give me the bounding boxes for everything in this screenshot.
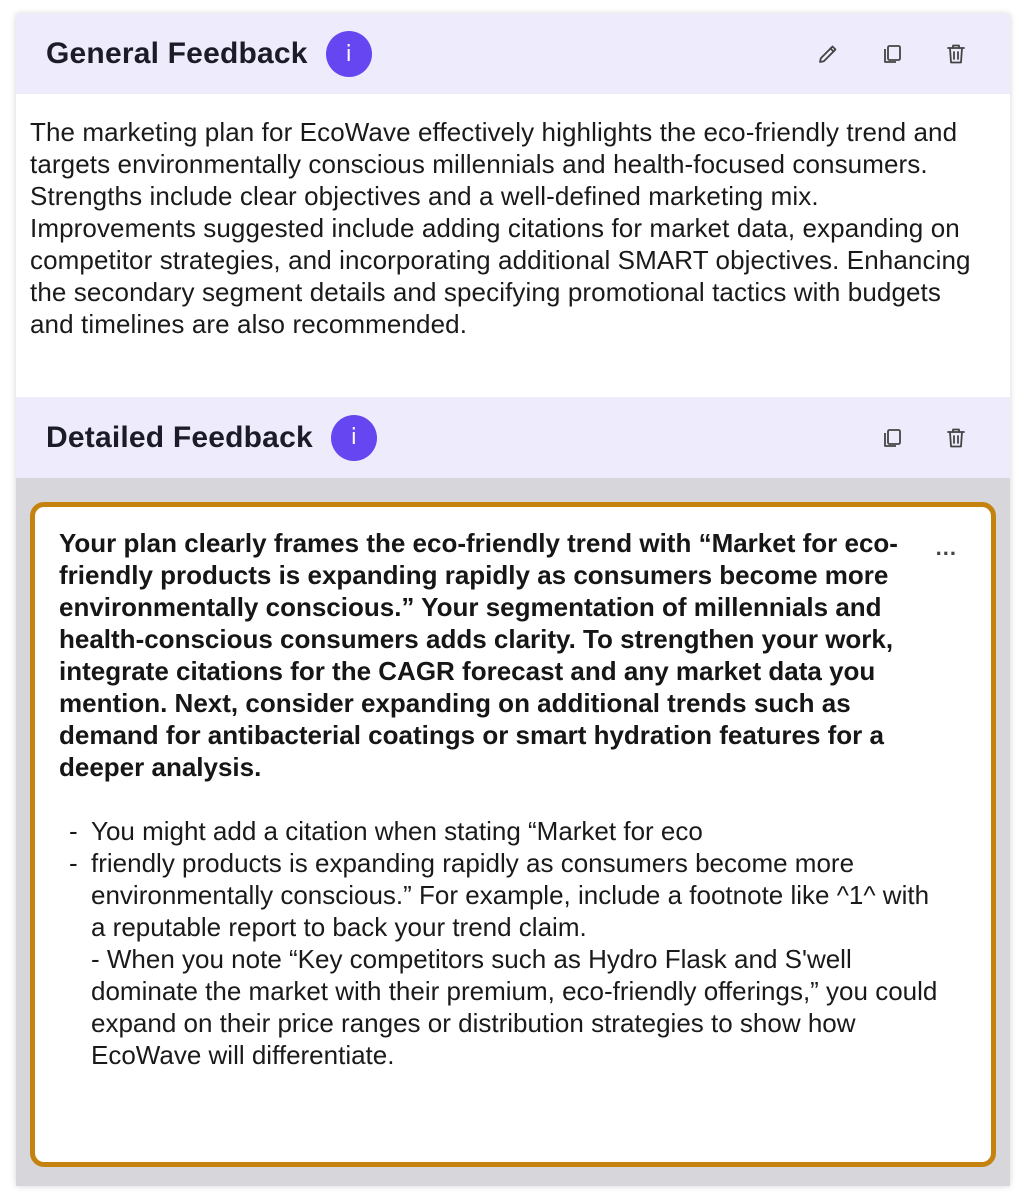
copy-icon[interactable] [878, 40, 906, 68]
bullet-text: friendly products is expanding rapidly as consumers become more environmentally conscious.” For example, include a footnote like ^1^ with a reputable report to back your trend claim. [91, 848, 930, 942]
edit-icon[interactable] [814, 40, 842, 68]
feedback-card-lead: Your plan clearly frames the eco-friendly trend with “Market for eco-friendly products is expanding rapidly as consumers become more environmentally conscious.” Your segmentation of millennials and health-conscious consumers adds clarity. To strengthen your work, integrate citations for the CAGR forecast and any market data you mention. Next, consider expanding on additional trends such as demand for antibacterial coatings or smart hydration features for a deeper analysis. [59, 528, 898, 782]
bullet-continuation-text: - When you note “Key competitors such as Hydro Flask and S'well dominate the market with their premium, eco-friendly offerings,” you could expand on their price ranges or distribution strategies to show how EcoWave will differentiate. [91, 944, 938, 1070]
feedback-card[interactable] [30, 502, 996, 1167]
detailed-feedback-area [16, 478, 1010, 1186]
detailed-info-icon[interactable]: i [331, 415, 377, 461]
detailed-feedback-title: Detailed Feedback [46, 420, 313, 454]
general-info-icon[interactable]: i [326, 31, 372, 77]
general-feedback-header [16, 14, 1010, 94]
feedback-panel [16, 14, 1010, 1186]
trash-icon[interactable] [942, 40, 970, 68]
bullet-text: You might add a citation when stating “Market for eco [91, 816, 703, 846]
more-options-icon[interactable]: ... [935, 535, 957, 560]
general-feedback-text: The marketing plan for EcoWave effectively highlights the eco-friendly trend and targets environmentally conscious millennials and health-focused consumers. Strengths include clear objectives and a well-defined marketing mix. Improvements suggested include adding citations for market data, expanding on competitor strategies, and incorporating additional SMART objectives. Enhancing the secondary segment details and specifying promotional tactics with budgets and timelines are also recommended. [16, 94, 1010, 397]
detailed-feedback-header [16, 397, 1010, 478]
list-item: - You might add a citation when stating “Market for eco [69, 816, 703, 846]
trash-icon[interactable] [942, 424, 970, 452]
copy-icon[interactable] [878, 424, 906, 452]
list-item: - friendly products is expanding rapidly as consumers become more environmentally conscious.” For example, include a footnote like ^1^ with a reputable report to back your trend claim. - When you note “Key competitors such as Hydro Flask and S'well dominate the market with their premium, eco-friendly offerings,” you could expand on their price ranges or distribution strategies to show how EcoWave will differentiate. [69, 847, 949, 1071]
feedback-bullet-list [69, 815, 949, 1071]
general-feedback-title: General Feedback [46, 37, 308, 70]
